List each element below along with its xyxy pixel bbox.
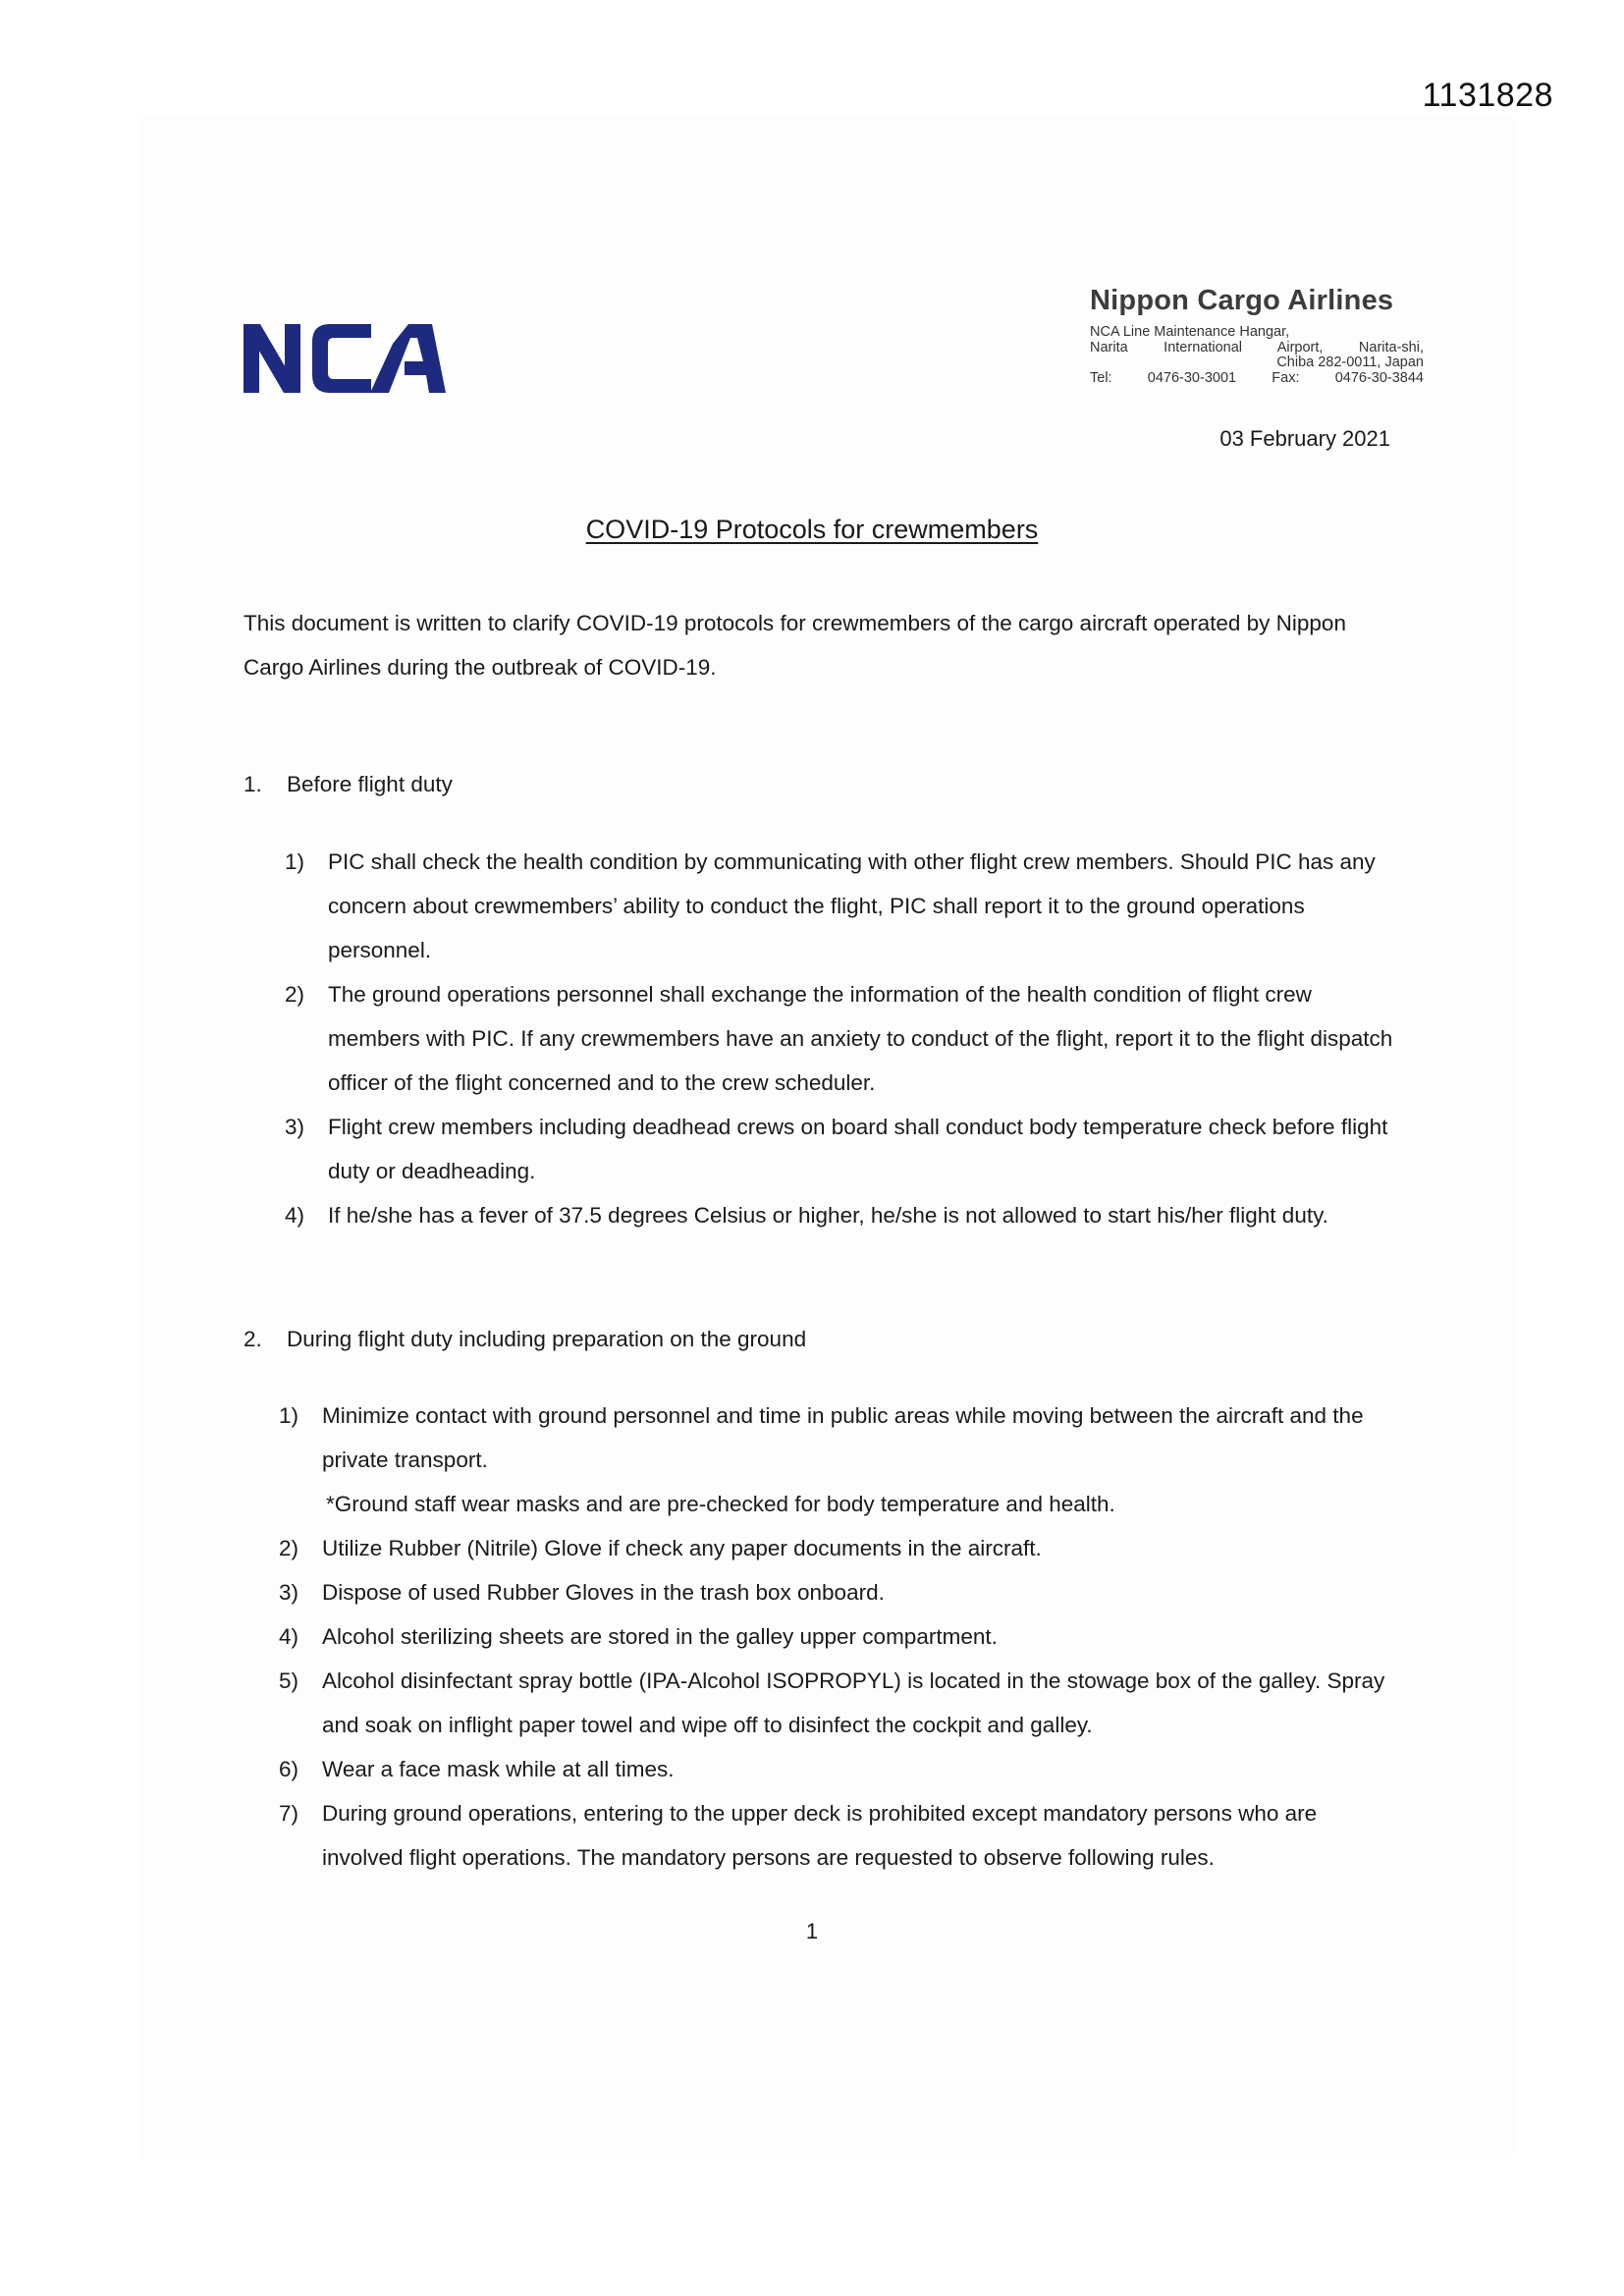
item-number: 3)	[279, 1580, 299, 1605]
address-line: Chiba 282-0011, Japan	[1276, 355, 1424, 370]
section-title: During flight duty including preparation on the ground	[287, 1327, 807, 1351]
document-date: 03 February 2021	[1219, 426, 1390, 451]
list-item	[279, 1659, 1388, 1747]
section-number: 1.	[244, 772, 262, 796]
document-id: 1131828	[1422, 77, 1553, 114]
item-text: If he/she has a fever of 37.5 degrees Celsius or higher, he/she is not allowed to start his/her flight duty.	[328, 1203, 1328, 1228]
list-item	[285, 1193, 1404, 1237]
item-text: Alcohol sterilizing sheets are stored in the galley upper compartment.	[322, 1624, 998, 1649]
item-number: 6)	[279, 1757, 299, 1781]
company-address	[1090, 325, 1429, 386]
document-title: COVID-19 Protocols for crewmembers	[585, 515, 1039, 544]
address-line: Tel: 0476-30-3001 Fax: 0476-30-3844	[1090, 369, 1424, 386]
item-number: 2)	[279, 1536, 299, 1560]
section-title: Before flight duty	[287, 772, 453, 796]
item-text: Flight crew members including deadhead crews on board shall conduct body temperature check before flight duty or deadheading.	[328, 1115, 1388, 1183]
item-text: During ground operations, entering to the upper deck is prohibited except mandatory persons who are involved flight operations. The mandatory persons are requested to observe following rules.	[322, 1801, 1318, 1870]
list-item	[279, 1791, 1388, 1880]
company-name: Nippon Cargo Airlines	[1090, 285, 1394, 316]
item-number: 1)	[279, 1403, 299, 1428]
item-text: PIC shall check the health condition by communicating with other flight crew members. Should PIC has any concern about crewmembers’ ability to conduct the flight, PIC shall report it to the ground operations personnel.	[328, 849, 1376, 962]
item-text: Wear a face mask while at all times.	[322, 1757, 675, 1781]
section-number: 2.	[244, 1327, 262, 1351]
list-item	[279, 1614, 1388, 1659]
page-number: 1	[805, 1919, 819, 1943]
item-number: 2)	[285, 982, 305, 1007]
item-number: 7)	[279, 1801, 299, 1826]
section-heading	[244, 762, 453, 806]
item-number: 4)	[279, 1624, 299, 1649]
item-text: Minimize contact with ground personnel and time in public areas while moving between the aircraft and the private transport.	[322, 1403, 1364, 1472]
list-item	[285, 1105, 1404, 1193]
list-item	[279, 1570, 1388, 1614]
address-line: Narita International Airport, Narita-shi,	[1090, 339, 1424, 355]
address-line: NCA Line Maintenance Hangar,	[1090, 324, 1290, 340]
section-2-list	[279, 1394, 1388, 1880]
list-item	[279, 1526, 1388, 1570]
item-number: 1)	[285, 849, 305, 874]
list-item	[285, 840, 1404, 972]
section-heading	[244, 1317, 806, 1361]
item-text: Utilize Rubber (Nitrile) Glove if check any paper documents in the aircraft.	[322, 1536, 1042, 1560]
intro-paragraph: This document is written to clarify COVID-19 protocols for crewmembers of the cargo aircraft operated by Nippon Cargo Airlines during the outbreak of COVID-19.	[244, 611, 1346, 680]
item-text: The ground operations personnel shall exchange the information of the health condition of flight crew members with PIC. If any crewmembers have an anxiety to conduct of the flight, report it to the flight dispatch officer of the flight concerned and to the crew scheduler.	[328, 982, 1393, 1095]
item-note: *Ground staff wear masks and are pre-checked for body temperature and health.	[326, 1492, 1115, 1516]
nca-logo	[244, 320, 446, 402]
section-1-list	[285, 840, 1404, 1237]
item-number: 3)	[285, 1115, 305, 1139]
item-number: 4)	[285, 1203, 305, 1228]
list-item	[285, 972, 1404, 1105]
item-text: Dispose of used Rubber Gloves in the trash box onboard.	[322, 1580, 885, 1605]
list-item	[279, 1747, 1388, 1791]
item-text: Alcohol disinfectant spray bottle (IPA-Alcohol ISOPROPYL) is located in the stowage box of the galley. Spray and soak on inflight paper towel and wipe off to disinfect the cockpit and galley.	[322, 1668, 1385, 1737]
list-item	[279, 1394, 1388, 1526]
company-letterhead	[1090, 285, 1429, 386]
item-number: 5)	[279, 1668, 299, 1693]
